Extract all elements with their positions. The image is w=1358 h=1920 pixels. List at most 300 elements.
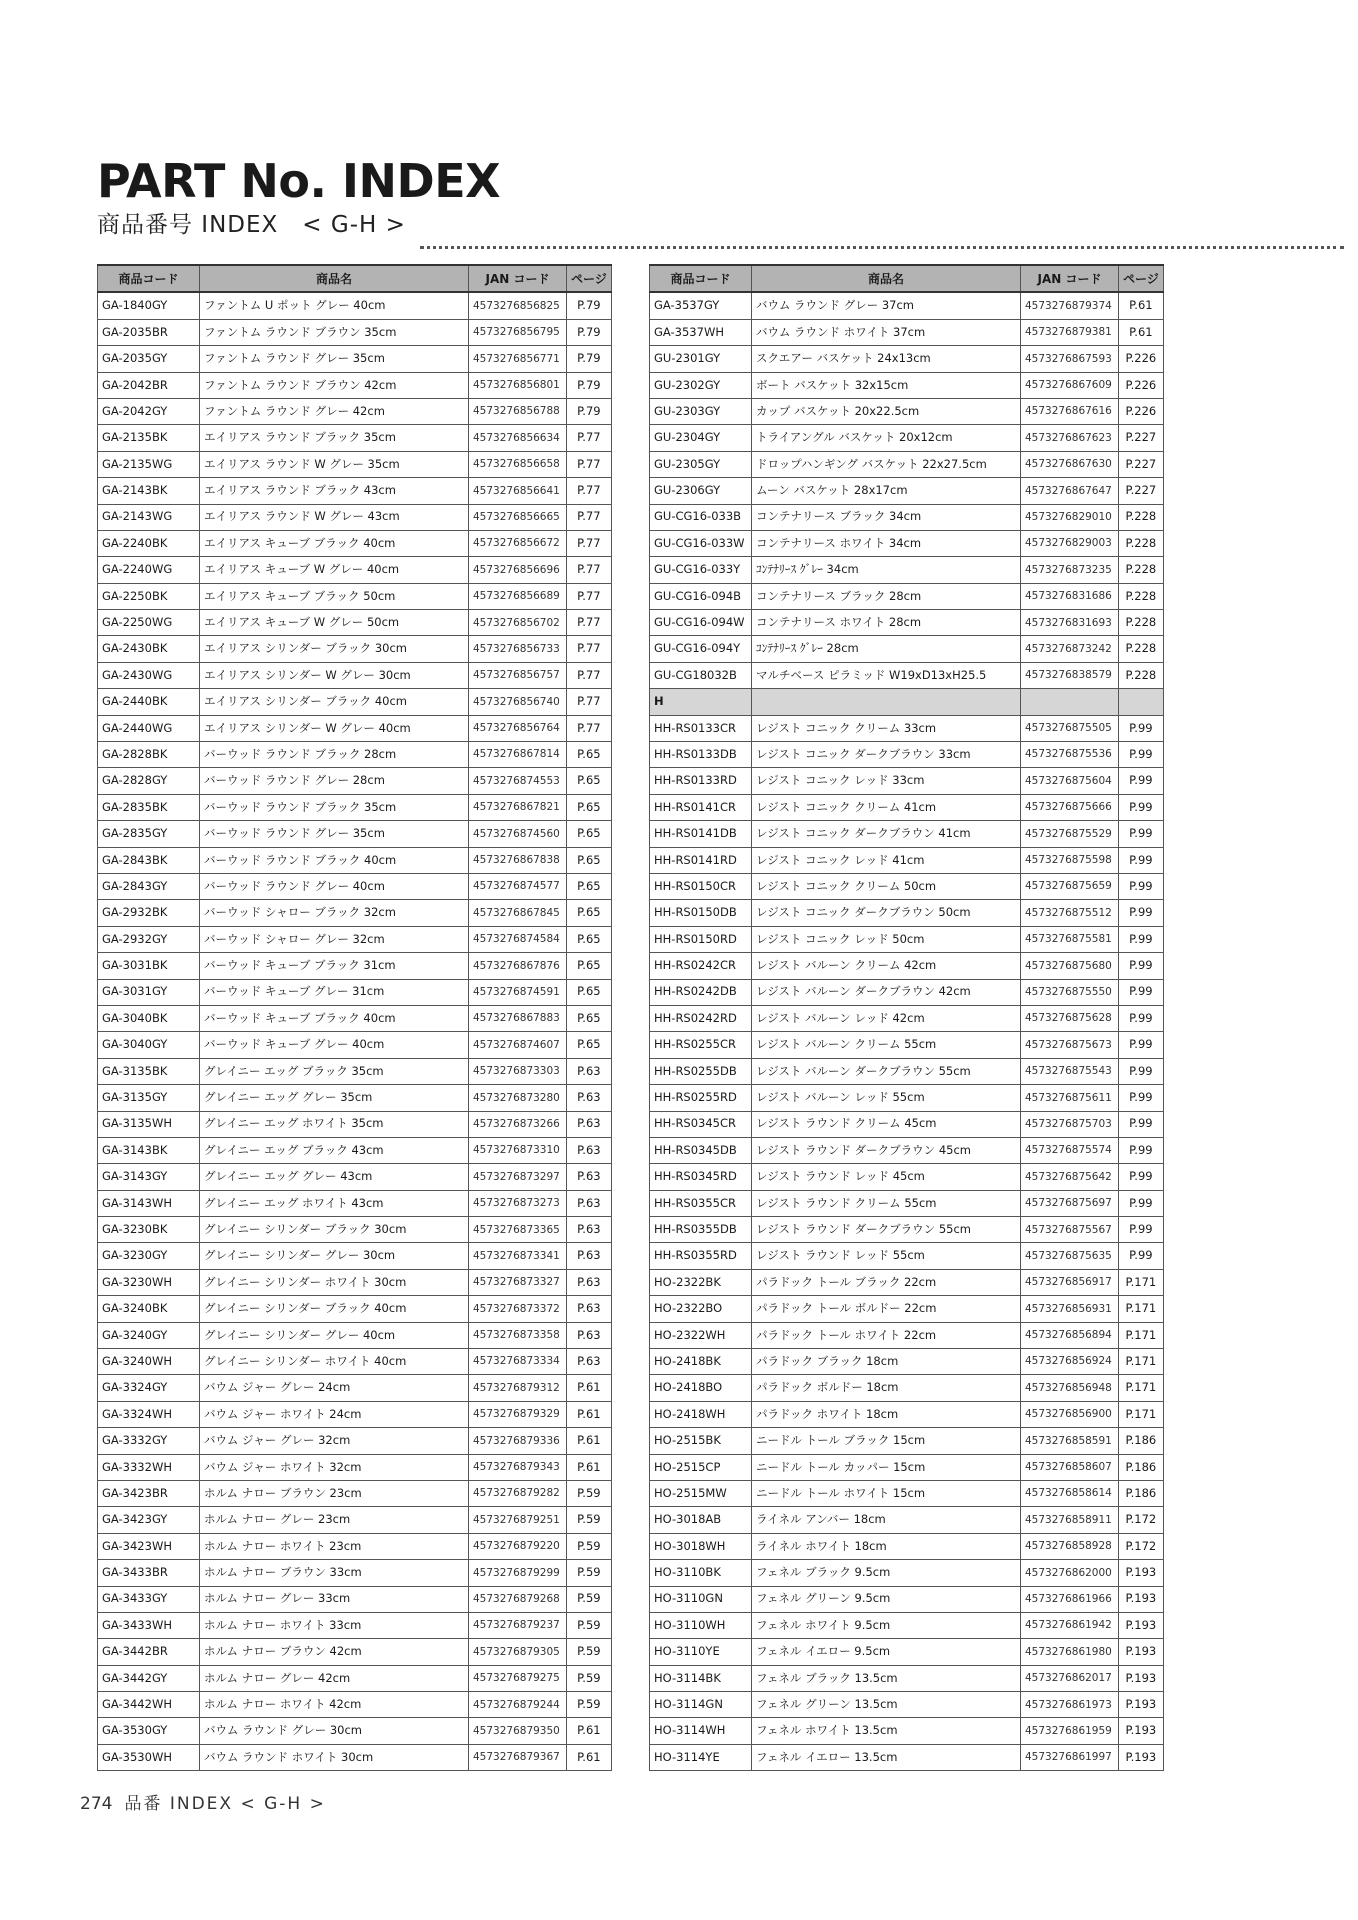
- jan-code-cell: 4573276867609: [1021, 372, 1119, 398]
- product-code-cell: GA-3031BK: [98, 953, 200, 979]
- product-code-cell: GA-3442BR: [98, 1639, 200, 1665]
- jan-code-cell: 4573276879305: [469, 1639, 567, 1665]
- table-row: [98, 1692, 612, 1718]
- page-ref-cell: P.99: [1119, 1111, 1164, 1137]
- page-ref-cell: P.99: [1119, 1164, 1164, 1190]
- table-row: [98, 821, 612, 847]
- table-row: [650, 557, 1164, 583]
- product-name-cell: スクエアー バスケット 24x13cm: [752, 346, 1021, 372]
- product-name-cell: バーウッド キューブ グレー 31cm: [200, 979, 469, 1005]
- page-ref-cell: P.228: [1119, 504, 1164, 530]
- product-code-cell: HH-RS0141CR: [650, 794, 752, 820]
- product-name-cell: バーウッド ラウンド ブラック 28cm: [200, 742, 469, 768]
- product-name-cell: グレイニー シリンダー グレー 30cm: [200, 1243, 469, 1269]
- table-row: [98, 1639, 612, 1665]
- product-name-cell: フェネル グリーン 13.5cm: [752, 1692, 1021, 1718]
- table-row: [650, 794, 1164, 820]
- product-name-cell: パラドック ボルドー 18cm: [752, 1375, 1021, 1401]
- table-row: [650, 1428, 1164, 1454]
- page-ref-cell: P.172: [1119, 1507, 1164, 1533]
- jan-code-cell: 4573276831686: [1021, 583, 1119, 609]
- product-code-cell: HH-RS0133RD: [650, 768, 752, 794]
- jan-code-cell: 4573276879350: [469, 1718, 567, 1744]
- product-name-cell: バーウッド ラウンド グレー 28cm: [200, 768, 469, 794]
- product-code-cell: GA-2835BK: [98, 794, 200, 820]
- table-row: [650, 1744, 1164, 1770]
- product-name-cell: エイリアス シリンダー W グレー 30cm: [200, 662, 469, 688]
- product-code-cell: GA-2440BK: [98, 689, 200, 715]
- jan-code-cell: 4573276861966: [1021, 1586, 1119, 1612]
- product-code-cell: GA-3530GY: [98, 1718, 200, 1744]
- col-header-code: 商品コード: [650, 265, 752, 292]
- page-ref-cell: P.61: [567, 1718, 612, 1744]
- product-name-cell: ファントム ラウンド グレー 35cm: [200, 346, 469, 372]
- jan-code-cell: 4573276861997: [1021, 1744, 1119, 1770]
- product-code-cell: GA-2828GY: [98, 768, 200, 794]
- page-ref-cell: P.186: [1119, 1454, 1164, 1480]
- product-name-cell: レジスト コニック クリーム 41cm: [752, 794, 1021, 820]
- product-code-cell: GA-3040GY: [98, 1032, 200, 1058]
- page-ref-cell: P.77: [567, 451, 612, 477]
- product-name-cell: コンテナリース ブラック 34cm: [752, 504, 1021, 530]
- table-row: [650, 1296, 1164, 1322]
- table-row: [650, 1137, 1164, 1163]
- product-code-cell: GA-2843GY: [98, 873, 200, 899]
- jan-code-cell: 4573276879268: [469, 1586, 567, 1612]
- product-name-cell: レジスト バルーン クリーム 55cm: [752, 1032, 1021, 1058]
- product-code-cell: GA-3230BK: [98, 1217, 200, 1243]
- product-name-cell: バーウッド ラウンド グレー 40cm: [200, 873, 469, 899]
- product-code-cell: GA-3230GY: [98, 1243, 200, 1269]
- product-name-cell: レジスト コニック クリーム 50cm: [752, 873, 1021, 899]
- product-name-cell: レジスト ラウンド ダークブラウン 45cm: [752, 1137, 1021, 1163]
- product-code-cell: GU-2303GY: [650, 398, 752, 424]
- product-name-cell: グレイニー シリンダー ブラック 30cm: [200, 1217, 469, 1243]
- page-ref-cell: P.99: [1119, 1137, 1164, 1163]
- section-label: H: [650, 689, 752, 715]
- product-name-cell: グレイニー エッグ ブラック 35cm: [200, 1058, 469, 1084]
- page-ref-cell: P.59: [567, 1533, 612, 1559]
- page-ref-cell: P.77: [567, 478, 612, 504]
- jan-code-cell: 4573276867814: [469, 742, 567, 768]
- jan-code-cell: 4573276875536: [1021, 742, 1119, 768]
- product-code-cell: HH-RS0242DB: [650, 979, 752, 1005]
- product-code-cell: GA-2042BR: [98, 372, 200, 398]
- table-row: [98, 1243, 612, 1269]
- page-ref-cell: P.65: [567, 953, 612, 979]
- page-ref-cell: P.77: [567, 689, 612, 715]
- table-row: [98, 953, 612, 979]
- table-row: [650, 1005, 1164, 1031]
- page-ref-cell: P.77: [567, 425, 612, 451]
- jan-code-cell: 4573276873310: [469, 1137, 567, 1163]
- product-code-cell: GA-3433BR: [98, 1560, 200, 1586]
- table-row: [650, 1454, 1164, 1480]
- table-row: [98, 1190, 612, 1216]
- product-name-cell: バーウッド シャロー グレー 32cm: [200, 926, 469, 952]
- jan-code-cell: 4573276856689: [469, 583, 567, 609]
- page-ref-cell: P.59: [567, 1507, 612, 1533]
- product-code-cell: HH-RS0345CR: [650, 1111, 752, 1137]
- jan-code-cell: 4573276873242: [1021, 636, 1119, 662]
- product-code-cell: GA-3442GY: [98, 1665, 200, 1691]
- product-name-cell: エイリアス ラウンド ブラック 35cm: [200, 425, 469, 451]
- jan-code-cell: 4573276856702: [469, 610, 567, 636]
- jan-code-cell: 4573276867845: [469, 900, 567, 926]
- product-code-cell: GA-3423WH: [98, 1533, 200, 1559]
- table-row: [650, 662, 1164, 688]
- product-code-cell: HO-2322WH: [650, 1322, 752, 1348]
- product-code-cell: GA-3143BK: [98, 1137, 200, 1163]
- page-ref-cell: P.63: [567, 1164, 612, 1190]
- product-code-cell: GU-2305GY: [650, 451, 752, 477]
- jan-code-cell: 4573276838579: [1021, 662, 1119, 688]
- jan-code-cell: 4573276873235: [1021, 557, 1119, 583]
- page-ref-cell: P.99: [1119, 1032, 1164, 1058]
- product-name-cell: レジスト コニック クリーム 33cm: [752, 715, 1021, 741]
- product-code-cell: HH-RS0133DB: [650, 742, 752, 768]
- table-row: [650, 530, 1164, 556]
- jan-code-cell: 4573276867616: [1021, 398, 1119, 424]
- table-row: [98, 873, 612, 899]
- col-header-jan: JAN コード: [1021, 265, 1119, 292]
- jan-code-cell: 4573276831693: [1021, 610, 1119, 636]
- page-ref-cell: P.59: [567, 1480, 612, 1506]
- product-name-cell: レジスト ラウンド クリーム 45cm: [752, 1111, 1021, 1137]
- product-name-cell: レジスト コニック ダークブラウン 41cm: [752, 821, 1021, 847]
- product-code-cell: GU-2306GY: [650, 478, 752, 504]
- jan-code-cell: 4573276856764: [469, 715, 567, 741]
- jan-code-cell: 4573276861959: [1021, 1718, 1119, 1744]
- page-ref-cell: P.99: [1119, 768, 1164, 794]
- jan-code-cell: 4573276873334: [469, 1349, 567, 1375]
- product-code-cell: GA-3423GY: [98, 1507, 200, 1533]
- product-code-cell: GA-2835GY: [98, 821, 200, 847]
- page-ref-cell: P.99: [1119, 979, 1164, 1005]
- jan-code-cell: 4573276879251: [469, 1507, 567, 1533]
- product-name-cell: レジスト バルーン レッド 55cm: [752, 1085, 1021, 1111]
- table-row: [98, 1032, 612, 1058]
- page-ref-cell: P.227: [1119, 478, 1164, 504]
- table-row: [98, 689, 612, 715]
- section-row: [650, 689, 1164, 715]
- product-name-cell: レジスト コニック レッド 50cm: [752, 926, 1021, 952]
- product-code-cell: HH-RS0150DB: [650, 900, 752, 926]
- table-row: [98, 1454, 612, 1480]
- jan-code-cell: 4573276879299: [469, 1560, 567, 1586]
- product-name-cell: フェネル ホワイト 9.5cm: [752, 1612, 1021, 1638]
- table-row: [650, 1164, 1164, 1190]
- product-code-cell: GA-3240GY: [98, 1322, 200, 1348]
- page-ref-cell: P.99: [1119, 900, 1164, 926]
- product-name-cell: グレイニー エッグ グレー 35cm: [200, 1085, 469, 1111]
- page-ref-cell: P.77: [567, 583, 612, 609]
- product-code-cell: GA-3143WH: [98, 1190, 200, 1216]
- jan-code-cell: 4573276879244: [469, 1692, 567, 1718]
- page-ref-cell: P.99: [1119, 1058, 1164, 1084]
- product-code-cell: HO-3110WH: [650, 1612, 752, 1638]
- jan-code-cell: 4573276858614: [1021, 1480, 1119, 1506]
- page-ref-cell: P.59: [567, 1665, 612, 1691]
- table-row: [650, 768, 1164, 794]
- page-ref-cell: P.61: [1119, 319, 1164, 345]
- jan-code-cell: 4573276856733: [469, 636, 567, 662]
- product-name-cell: ホルム ナロー ホワイト 23cm: [200, 1533, 469, 1559]
- page-ref-cell: P.65: [567, 979, 612, 1005]
- product-name-cell: ホルム ナロー グレー 23cm: [200, 1507, 469, 1533]
- product-name-cell: ｺﾝﾃﾅﾘｰｽ ｸﾞﾚｰ 28cm: [752, 636, 1021, 662]
- jan-code-cell: 4573276856696: [469, 557, 567, 583]
- product-code-cell: HO-2418BK: [650, 1349, 752, 1375]
- page-ref-cell: P.228: [1119, 662, 1164, 688]
- table-row: [650, 1032, 1164, 1058]
- page-ref-cell: P.99: [1119, 715, 1164, 741]
- jan-code-cell: 4573276875635: [1021, 1243, 1119, 1269]
- product-name-cell: レジスト バルーン ダークブラウン 42cm: [752, 979, 1021, 1005]
- table-row: [650, 847, 1164, 873]
- table-row: [98, 557, 612, 583]
- page-ref-cell: P.193: [1119, 1718, 1164, 1744]
- jan-code-cell: 4573276867630: [1021, 451, 1119, 477]
- page-number: 274: [80, 1794, 113, 1814]
- product-name-cell: レジスト ラウンド ダークブラウン 55cm: [752, 1217, 1021, 1243]
- product-name-cell: バウム ジャー ホワイト 32cm: [200, 1454, 469, 1480]
- page-ref-cell: P.65: [567, 847, 612, 873]
- table-row: [650, 1269, 1164, 1295]
- product-name-cell: フェネル ブラック 13.5cm: [752, 1665, 1021, 1691]
- product-name-cell: バーウッド ラウンド ブラック 35cm: [200, 794, 469, 820]
- page-ref-cell: P.63: [567, 1217, 612, 1243]
- table-row: [98, 530, 612, 556]
- table-row: [98, 398, 612, 424]
- table-row: [98, 1085, 612, 1111]
- table-row: [98, 372, 612, 398]
- jan-code-cell: 4573276875512: [1021, 900, 1119, 926]
- page-ref-cell: P.228: [1119, 530, 1164, 556]
- product-name-cell: パラドック トール ブラック 22cm: [752, 1269, 1021, 1295]
- product-code-cell: GU-2304GY: [650, 425, 752, 451]
- page-ref-cell: P.171: [1119, 1322, 1164, 1348]
- product-code-cell: HO-2515BK: [650, 1428, 752, 1454]
- page-ref-cell: P.79: [567, 319, 612, 345]
- table-row: [98, 1164, 612, 1190]
- product-name-cell: ファントム ラウンド ブラウン 42cm: [200, 372, 469, 398]
- table-row: [650, 372, 1164, 398]
- product-code-cell: GA-3240WH: [98, 1349, 200, 1375]
- product-name-cell: グレイニー シリンダー ホワイト 40cm: [200, 1349, 469, 1375]
- jan-code-cell: 4573276875642: [1021, 1164, 1119, 1190]
- page-ref-cell: P.193: [1119, 1586, 1164, 1612]
- product-code-cell: GA-2240WG: [98, 557, 200, 583]
- product-code-cell: HO-2418BO: [650, 1375, 752, 1401]
- page-ref-cell: [1119, 689, 1164, 715]
- table-row: [98, 610, 612, 636]
- jan-code-cell: 4573276856900: [1021, 1401, 1119, 1427]
- product-code-cell: HO-3114YE: [650, 1744, 752, 1770]
- product-name-cell: ｺﾝﾃﾅﾘｰｽ ｸﾞﾚｰ 34cm: [752, 557, 1021, 583]
- page-ref-cell: P.65: [567, 926, 612, 952]
- table-row: [98, 292, 612, 319]
- jan-code-cell: 4573276875628: [1021, 1005, 1119, 1031]
- product-code-cell: GU-CG16-094W: [650, 610, 752, 636]
- table-row: [650, 1612, 1164, 1638]
- page-ref-cell: P.79: [567, 372, 612, 398]
- table-row: [98, 1349, 612, 1375]
- table-row: [98, 1058, 612, 1084]
- jan-code-cell: 4573276867838: [469, 847, 567, 873]
- col-header-page: ページ: [567, 265, 612, 292]
- product-name-cell: ホルム ナロー ホワイト 33cm: [200, 1612, 469, 1638]
- product-name-cell: ライネル ホワイト 18cm: [752, 1533, 1021, 1559]
- product-name-cell: コンテナリース ブラック 28cm: [752, 583, 1021, 609]
- product-name-cell: バーウッド ラウンド ブラック 40cm: [200, 847, 469, 873]
- product-name-cell: ファントム U ポット グレー 40cm: [200, 292, 469, 319]
- product-code-cell: GA-1840GY: [98, 292, 200, 319]
- jan-code-cell: 4573276875611: [1021, 1085, 1119, 1111]
- product-code-cell: HH-RS0255CR: [650, 1032, 752, 1058]
- page-ref-cell: P.99: [1119, 1243, 1164, 1269]
- page-ref-cell: P.63: [567, 1322, 612, 1348]
- product-code-cell: GA-3530WH: [98, 1744, 200, 1770]
- product-name-cell: バウム ラウンド ホワイト 30cm: [200, 1744, 469, 1770]
- page-ref-cell: P.186: [1119, 1428, 1164, 1454]
- table-row: [98, 926, 612, 952]
- product-name-cell: バウム ジャー グレー 24cm: [200, 1375, 469, 1401]
- page-ref-cell: P.77: [567, 557, 612, 583]
- product-name-cell: エイリアス ラウンド W グレー 43cm: [200, 504, 469, 530]
- product-code-cell: GA-2932GY: [98, 926, 200, 952]
- page-ref-cell: P.63: [567, 1190, 612, 1216]
- table-header-row: [98, 265, 612, 292]
- jan-code-cell: 4573276856740: [469, 689, 567, 715]
- page-ref-cell: P.59: [567, 1586, 612, 1612]
- product-code-cell: GA-2035GY: [98, 346, 200, 372]
- product-code-cell: GA-2430WG: [98, 662, 200, 688]
- product-name-cell: ムーン バスケット 28x17cm: [752, 478, 1021, 504]
- page-ref-cell: P.99: [1119, 873, 1164, 899]
- table-row: [98, 478, 612, 504]
- product-code-cell: GA-3332GY: [98, 1428, 200, 1454]
- product-code-cell: GA-3031GY: [98, 979, 200, 1005]
- product-code-cell: HH-RS0141DB: [650, 821, 752, 847]
- product-name-cell: バウム ジャー グレー 32cm: [200, 1428, 469, 1454]
- table-row: [98, 1375, 612, 1401]
- product-code-cell: GA-3143GY: [98, 1164, 200, 1190]
- product-code-cell: HH-RS0150CR: [650, 873, 752, 899]
- table-row: [650, 1401, 1164, 1427]
- product-name-cell: バーウッド ラウンド グレー 35cm: [200, 821, 469, 847]
- product-name-cell: フェネル イエロー 9.5cm: [752, 1639, 1021, 1665]
- page-ref-cell: P.193: [1119, 1665, 1164, 1691]
- jan-code-cell: 4573276875505: [1021, 715, 1119, 741]
- jan-code-cell: 4573276879220: [469, 1533, 567, 1559]
- jan-code-cell: 4573276879237: [469, 1612, 567, 1638]
- jan-code-cell: 4573276856894: [1021, 1322, 1119, 1348]
- page-ref-cell: P.171: [1119, 1296, 1164, 1322]
- table-row: [98, 768, 612, 794]
- product-code-cell: GA-2035BR: [98, 319, 200, 345]
- product-code-cell: GA-2440WG: [98, 715, 200, 741]
- page-ref-cell: P.193: [1119, 1560, 1164, 1586]
- table-row: [98, 1560, 612, 1586]
- page-ref-cell: P.61: [567, 1744, 612, 1770]
- table-row: [650, 1058, 1164, 1084]
- product-code-cell: HO-2322BK: [650, 1269, 752, 1295]
- jan-code-cell: 4573276856788: [469, 398, 567, 424]
- product-name-cell: パラドック ブラック 18cm: [752, 1349, 1021, 1375]
- jan-code-cell: 4573276856825: [469, 292, 567, 319]
- table-row: [650, 1586, 1164, 1612]
- jan-code-cell: 4573276867883: [469, 1005, 567, 1031]
- table-row: [98, 742, 612, 768]
- page-ref-cell: P.65: [567, 1005, 612, 1031]
- jan-code-cell: 4573276873358: [469, 1322, 567, 1348]
- page-ref-cell: P.171: [1119, 1269, 1164, 1295]
- index-table-left-body: [98, 292, 612, 1770]
- product-code-cell: GA-3332WH: [98, 1454, 200, 1480]
- product-name-cell: バウム ジャー ホワイト 24cm: [200, 1401, 469, 1427]
- jan-code-cell: 4573276874607: [469, 1032, 567, 1058]
- page-ref-cell: P.193: [1119, 1612, 1164, 1638]
- product-name-cell: レジスト バルーン ダークブラウン 55cm: [752, 1058, 1021, 1084]
- product-code-cell: GU-2301GY: [650, 346, 752, 372]
- product-name-cell: ホルム ナロー ブラウン 23cm: [200, 1480, 469, 1506]
- jan-code-cell: 4573276875659: [1021, 873, 1119, 899]
- product-name-cell: バーウッド キューブ ブラック 40cm: [200, 1005, 469, 1031]
- page-ref-cell: P.63: [567, 1269, 612, 1295]
- table-row: [98, 636, 612, 662]
- index-table-left: [97, 264, 612, 1771]
- page-ref-cell: P.61: [567, 1375, 612, 1401]
- jan-code-cell: 4573276879275: [469, 1665, 567, 1691]
- jan-code-cell: 4573276861942: [1021, 1612, 1119, 1638]
- page-ref-cell: P.63: [567, 1243, 612, 1269]
- page-ref-cell: P.99: [1119, 1217, 1164, 1243]
- page-ref-cell: P.65: [567, 794, 612, 820]
- product-code-cell: GA-3442WH: [98, 1692, 200, 1718]
- jan-code-cell: 4573276856924: [1021, 1349, 1119, 1375]
- table-row: [98, 1322, 612, 1348]
- jan-code-cell: 4573276856641: [469, 478, 567, 504]
- product-name-cell: ライネル アンバー 18cm: [752, 1507, 1021, 1533]
- page-ref-cell: P.59: [567, 1560, 612, 1586]
- jan-code-cell: 4573276867623: [1021, 425, 1119, 451]
- jan-code-cell: 4573276875697: [1021, 1190, 1119, 1216]
- product-code-cell: HO-2322BO: [650, 1296, 752, 1322]
- jan-code-cell: 4573276874560: [469, 821, 567, 847]
- page-ref-cell: P.65: [567, 768, 612, 794]
- product-name-cell: エイリアス シリンダー W グレー 40cm: [200, 715, 469, 741]
- page-ref-cell: P.61: [567, 1454, 612, 1480]
- table-row: [98, 1296, 612, 1322]
- product-code-cell: HO-3018WH: [650, 1533, 752, 1559]
- dotted-divider: [420, 246, 1344, 249]
- page-ref-cell: P.172: [1119, 1533, 1164, 1559]
- product-code-cell: HO-3110GN: [650, 1586, 752, 1612]
- table-row: [98, 504, 612, 530]
- product-name-cell: グレイニー エッグ グレー 43cm: [200, 1164, 469, 1190]
- product-code-cell: HH-RS0255RD: [650, 1085, 752, 1111]
- table-row: [650, 1480, 1164, 1506]
- jan-code-cell: 4573276856801: [469, 372, 567, 398]
- product-code-cell: HH-RS0355CR: [650, 1190, 752, 1216]
- product-name-cell: エイリアス シリンダー ブラック 40cm: [200, 689, 469, 715]
- product-code-cell: HO-3114WH: [650, 1718, 752, 1744]
- table-row: [650, 1639, 1164, 1665]
- product-name-cell: ホルム ナロー グレー 42cm: [200, 1665, 469, 1691]
- jan-code-cell: 4573276856757: [469, 662, 567, 688]
- jan-code-cell: 4573276875574: [1021, 1137, 1119, 1163]
